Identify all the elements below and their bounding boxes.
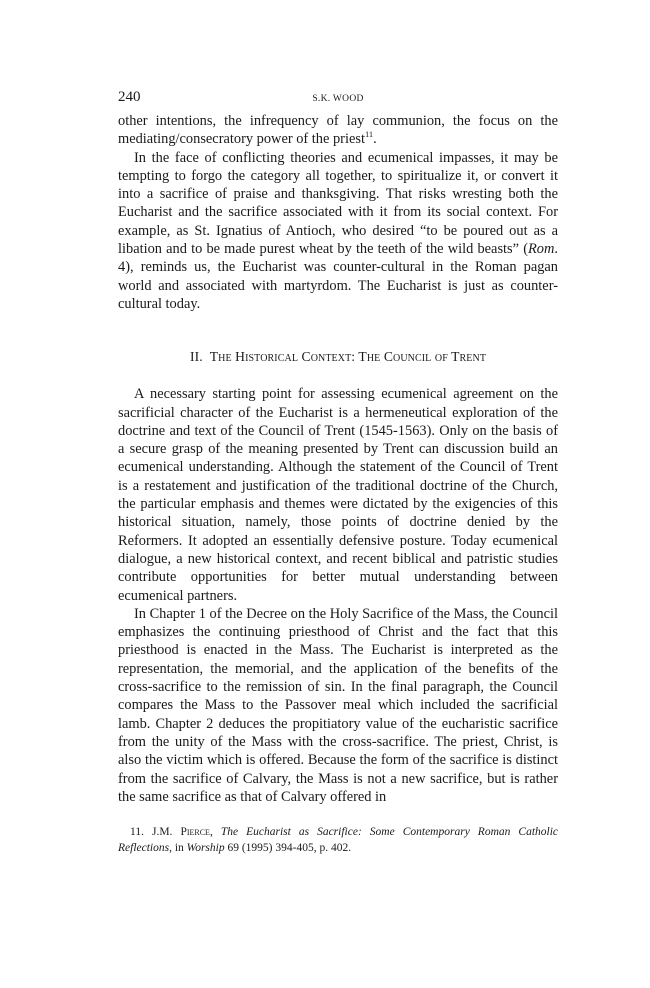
footnote-separator: , in bbox=[169, 842, 187, 855]
running-head: S.K. WOOD bbox=[312, 94, 364, 104]
section-numeral: II. bbox=[189, 349, 203, 365]
paragraph-end: . bbox=[373, 131, 377, 148]
citation-rom: Rom bbox=[528, 241, 555, 258]
footnote-details: 69 (1995) 394-405, p. 402. bbox=[224, 842, 352, 855]
paragraph-text: In the face of conflicting theories and ecumenical impasses, it may be tempting to forgo the category all together, to spiritualize it, or convert it into a sacrifice of praise and thanksgiving. That risks wresting both the Eucharist and the sacrifice associated with it from its social context. For example, as St. Ignatius of Antioch, who desired “to be poured out as a libation and to be made purest wheat by the teeth of the wild beasts” ( bbox=[118, 149, 558, 258]
paragraph-trent-intro: A necessary starting point for assessing ecumenical agreement on the sacrificial character of the Eucharist is a hermeneutical exploration of the doctrine and text of the Council of Trent (1545-1563). Only on the basis of a secure grasp of the meaning presented by Trent can discussion build an ecumenical understanding. Although the statement of the Council of Trent is a restatement and justification of the traditional doctrine of the Church, the particular emphasis and themes were dictated by the exigencies of this historical situation, namely, those points of doctrine denied by the Reformers. It adopted an essentially defensive posture. Today ecumenical dialogue, a new historical context, and recent biblical and patristic studies contribute opportunities for better mutual understanding between ecumenical partners. bbox=[118, 386, 558, 604]
page-number: 240 bbox=[118, 89, 141, 105]
paragraph-continued bbox=[118, 112, 558, 149]
section-heading bbox=[118, 349, 558, 365]
footnote-number: 11. bbox=[130, 826, 144, 839]
footnote-author-initials: J.M. bbox=[151, 826, 173, 839]
page-header bbox=[118, 86, 558, 112]
paragraph-text: . 4), reminds us, the Eucharist was counter-cultural in the Roman pagan world and associated with martyrdom. The Eucharist is just as counter-cultural today. bbox=[118, 241, 558, 312]
footnote-reference[interactable]: 11 bbox=[364, 129, 374, 140]
footnote-article-title: The Eucharist as Sacrifice: Some Contemporary Roman Catholic Reflections bbox=[118, 826, 559, 855]
page bbox=[118, 86, 558, 856]
footnote-journal: Worship bbox=[186, 842, 225, 855]
footnote bbox=[118, 824, 558, 856]
footnote-separator: , bbox=[209, 826, 221, 839]
paragraph-chapter-1: In Chapter 1 of the Decree on the Holy Sacrifice of the Mass, the Council emphasizes the continuing priesthood of Christ and the fact that this priesthood is enacted in the Mass. The Eucharist is interpreted as the representation, the memorial, and the application of the benefits of the cross-sacrifice to the remission of sin. In the final paragraph, the Council compares the Mass to the Passover meal which included the sacrificial lamb. Chapter 2 deduces the propitiatory value of the eucharistic sacrifice from the unity of the Mass with the cross-sacrifice. The priest, Christ, is also the victim which is offered. Because the form of the sacrifice is distinct from the sacrifice of Calvary, the Mass is not a new sacrifice, but is rather the same sacrifice as that of Calvary offered in bbox=[118, 605, 558, 805]
paragraph-text: other intentions, the infrequency of lay communion, the focus on the mediating/consecratory power of the priest bbox=[118, 113, 558, 148]
paragraph-ignatius bbox=[118, 149, 558, 314]
section-title: The Historical Context: The Council of Trent bbox=[209, 349, 487, 365]
footnote-author-surname: Pierce bbox=[180, 826, 210, 839]
